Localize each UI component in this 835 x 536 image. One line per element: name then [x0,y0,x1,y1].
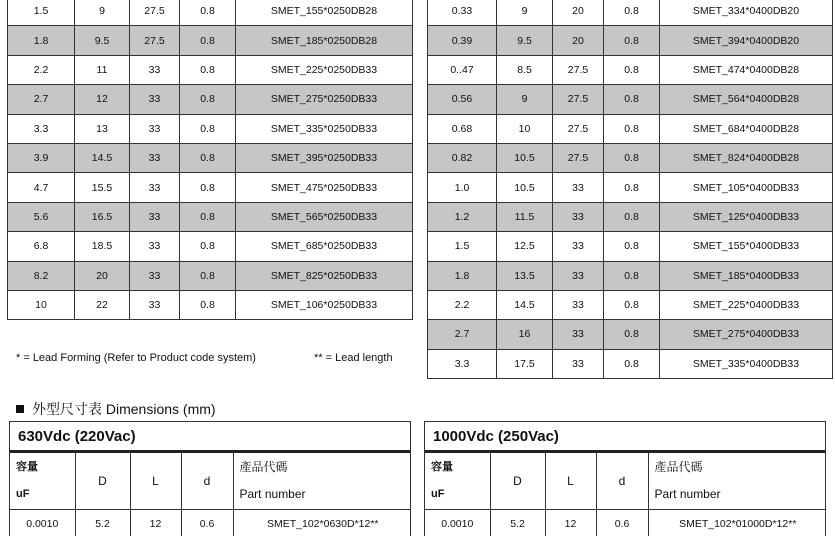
table-cell: SMET_825*0250DB33 [236,261,413,290]
table-cell: 0.8 [180,114,236,143]
table-cell: 0.8 [604,26,660,55]
table-cell: 14.5 [497,290,553,319]
table-cell: 33 [553,349,604,378]
spec-title-1000vdc: 1000Vdc (250Vac) [425,422,825,453]
table-row [10,509,411,536]
table-cell: 12 [75,85,130,114]
table-cell: 33 [130,85,180,114]
table-cell: SMET_275*0250DB33 [236,85,413,114]
table-cell: 16.5 [75,202,130,231]
table-row [8,290,413,319]
table-cell: SMET_185*0250DB28 [236,26,413,55]
table-cell: 2.7 [8,85,75,114]
table-cell: 20 [75,261,130,290]
table-cell: 1.8 [428,261,497,290]
table-row [428,290,833,319]
table-row [8,173,413,202]
table-cell: 9.5 [497,26,553,55]
table-cell: 5.2 [490,509,545,536]
table-cell: 14.5 [75,143,130,172]
dimensions-section-title [16,399,216,419]
table-cell: 11.5 [497,202,553,231]
table-cell: 0.8 [180,173,236,202]
table-cell: SMET_685*0250DB33 [236,232,413,261]
table-row [8,85,413,114]
table-cell: 0.8 [180,85,236,114]
part-number-header: 產品代碼 Part number [233,453,411,509]
table-cell: SMET_106*0250DB33 [236,290,413,319]
table-row [428,261,833,290]
table-cell: SMET_474*0400DB28 [660,55,833,84]
table-cell: 8.5 [497,55,553,84]
table-row [428,173,833,202]
table-cell: 17.5 [497,349,553,378]
table-cell: 33 [553,290,604,319]
left-table-body [8,0,413,320]
square-bullet-icon [16,405,24,413]
table-cell: 3.3 [8,114,75,143]
table-row [8,202,413,231]
table-cell: 27.5 [130,0,180,26]
lead-diameter-header: d [596,453,648,509]
table-cell: SMET_684*0400DB28 [660,114,833,143]
table-cell: SMET_185*0400DB33 [660,261,833,290]
table-cell: 33 [130,232,180,261]
table-cell: 10 [8,290,75,319]
table-cell: 12.5 [497,232,553,261]
table-cell: 0.39 [428,26,497,55]
table-cell: 0.8 [604,173,660,202]
table-cell: 33 [553,202,604,231]
table-cell: 0.8 [604,55,660,84]
lead-diameter-header: d [181,453,233,509]
table-cell: 0.6 [181,509,233,536]
table-cell: 10 [497,114,553,143]
diameter-header: D [490,453,545,509]
table-cell: SMET_155*0250DB28 [236,0,413,26]
table-row [428,114,833,143]
spec-title-630vdc: 630Vdc (220Vac) [10,422,410,453]
spec-grid-630vdc [10,453,411,536]
table-cell: 0.8 [604,290,660,319]
table-cell: SMET_395*0250DB33 [236,143,413,172]
table-cell: 9 [497,0,553,26]
table-cell: SMET_102*01000D*12** [648,509,826,536]
table-row [425,509,826,536]
table-cell: 0.68 [428,114,497,143]
table-row [428,143,833,172]
table-row [8,55,413,84]
table-cell: SMET_334*0400DB20 [660,0,833,26]
table-cell: 0.8 [604,114,660,143]
table-row [8,143,413,172]
spec-table-1000vdc [424,421,826,536]
table-cell: SMET_225*0250DB33 [236,55,413,84]
table-row [428,232,833,261]
table-cell: 11 [75,55,130,84]
left-dimensions-table [7,0,413,320]
table-cell: 12 [545,509,596,536]
table-cell: 0.8 [180,0,236,26]
part-number-header: 產品代碼 Part number [648,453,826,509]
table-cell: 0.8 [180,26,236,55]
table-cell: 9.5 [75,26,130,55]
spec-rows-1000vdc [425,509,826,536]
table-cell: SMET_475*0250DB33 [236,173,413,202]
table-cell: 0.6 [596,509,648,536]
table-cell: 33 [553,261,604,290]
table-cell: SMET_155*0400DB33 [660,232,833,261]
table-row [8,0,413,26]
table-row [428,26,833,55]
right-dimensions-table [427,0,833,379]
table-row [428,320,833,349]
table-cell: 8.2 [8,261,75,290]
table-cell: 27.5 [553,114,604,143]
table-cell: 27.5 [553,85,604,114]
lead-length-note: ** = Lead length [314,352,393,364]
table-cell: SMET_394*0400DB20 [660,26,833,55]
table-row [428,85,833,114]
table-cell: 0.8 [180,261,236,290]
table-cell: 18.5 [75,232,130,261]
table-cell: 27.5 [553,55,604,84]
table-cell: 27.5 [553,143,604,172]
table-cell: 0.8 [604,349,660,378]
table-cell: SMET_102*0630D*12** [233,509,411,536]
table-cell: SMET_105*0400DB33 [660,173,833,202]
table-cell: 2.2 [428,290,497,319]
table-cell: 13.5 [497,261,553,290]
spec-header-row [10,453,411,509]
spec-table-630vdc [9,421,411,536]
table-cell: 0.8 [604,232,660,261]
table-cell: 0.0010 [10,509,75,536]
capacity-header: 容量 uF [425,453,490,509]
table-cell: 13 [75,114,130,143]
table-row [428,202,833,231]
table-cell: 16 [497,320,553,349]
table-cell: SMET_335*0250DB33 [236,114,413,143]
lead-forming-note: * = Lead Forming (Refer to Product code system) [16,352,256,364]
table-cell: 12 [130,509,181,536]
table-cell: 1.5 [428,232,497,261]
spec-rows-630vdc [10,509,411,536]
table-cell: 3.3 [428,349,497,378]
length-header: L [545,453,596,509]
table-cell: 33 [130,261,180,290]
table-cell: 20 [553,26,604,55]
table-cell: 0.8 [180,202,236,231]
length-header: L [130,453,181,509]
table-cell: 0.8 [604,261,660,290]
table-cell: 0.8 [604,143,660,172]
table-cell: 6.8 [8,232,75,261]
table-cell: 33 [130,290,180,319]
table-cell: 0..47 [428,55,497,84]
table-cell: 33 [130,202,180,231]
right-table-body [428,0,833,379]
table-cell: 2.7 [428,320,497,349]
table-cell: 0.8 [604,0,660,26]
table-row [428,55,833,84]
table-cell: 33 [130,114,180,143]
table-row [8,26,413,55]
table-cell: 1.8 [8,26,75,55]
table-cell: 27.5 [130,26,180,55]
table-cell: 33 [553,173,604,202]
table-cell: 0.0010 [425,509,490,536]
table-cell: 1.5 [8,0,75,26]
table-row [8,232,413,261]
table-cell: 33 [553,320,604,349]
table-cell: 20 [553,0,604,26]
table-cell: 22 [75,290,130,319]
table-row [428,0,833,26]
table-cell: 0.8 [604,85,660,114]
table-cell: 3.9 [8,143,75,172]
table-cell: 15.5 [75,173,130,202]
table-cell: SMET_564*0400DB28 [660,85,833,114]
capacity-header: 容量 uF [10,453,75,509]
table-cell: 4.7 [8,173,75,202]
diameter-header: D [75,453,130,509]
table-cell: 5.2 [75,509,130,536]
table-cell: 0.82 [428,143,497,172]
table-cell: 0.56 [428,85,497,114]
table-cell: SMET_125*0400DB33 [660,202,833,231]
table-cell: 1.2 [428,202,497,231]
table-cell: SMET_824*0400DB28 [660,143,833,172]
table-cell: 5.6 [8,202,75,231]
spec-grid-1000vdc [425,453,826,536]
table-cell: 0.8 [180,143,236,172]
section-title-text: 外型尺寸表 Dimensions (mm) [32,401,216,417]
table-cell: 0.33 [428,0,497,26]
spec-header-row [425,453,826,509]
table-cell: 33 [553,232,604,261]
table-cell: 33 [130,173,180,202]
table-cell: SMET_565*0250DB33 [236,202,413,231]
table-cell: 0.8 [180,290,236,319]
table-cell: 9 [497,85,553,114]
table-cell: 0.8 [604,202,660,231]
table-row [8,114,413,143]
table-cell: 33 [130,143,180,172]
table-cell: SMET_275*0400DB33 [660,320,833,349]
table-cell: 9 [75,0,130,26]
table-cell: 1.0 [428,173,497,202]
table-row [8,261,413,290]
table-cell: 2.2 [8,55,75,84]
table-cell: 0.8 [180,232,236,261]
table-cell: 0.8 [180,55,236,84]
table-row [428,349,833,378]
table-cell: 33 [130,55,180,84]
table-cell: SMET_335*0400DB33 [660,349,833,378]
table-cell: 10.5 [497,173,553,202]
table-cell: 10.5 [497,143,553,172]
table-cell: SMET_225*0400DB33 [660,290,833,319]
table-cell: 0.8 [604,320,660,349]
